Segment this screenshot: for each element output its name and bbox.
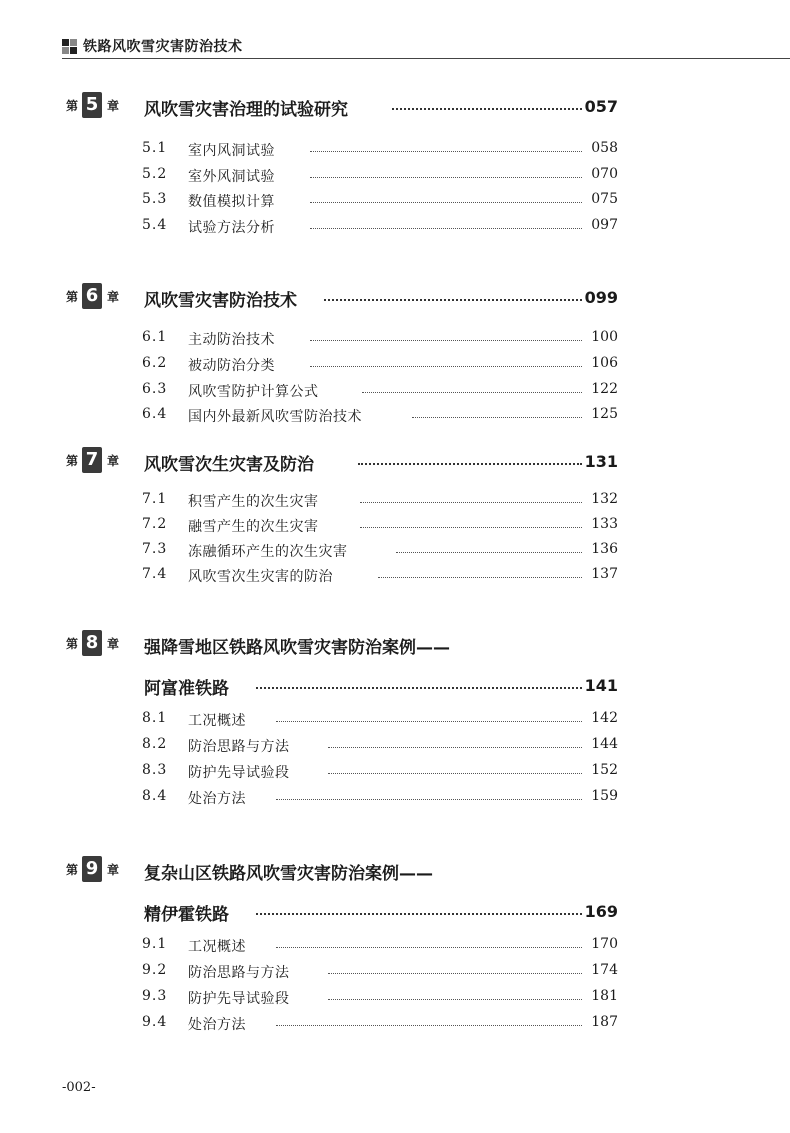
chapter-heading[interactable] — [0, 856, 790, 884]
section-entry[interactable] — [0, 936, 790, 956]
section-entry[interactable] — [0, 1014, 790, 1034]
chapter-label: 第 6 章 — [66, 283, 119, 309]
section-entry[interactable] — [0, 710, 790, 730]
section-page: 136 — [591, 541, 618, 557]
section-number: 9.2 — [142, 962, 168, 978]
section-number: 8.4 — [142, 788, 168, 804]
chapter-page: 099 — [584, 288, 618, 307]
section-number: 5.4 — [142, 217, 168, 233]
leader-dots — [378, 577, 582, 578]
section-page: 142 — [591, 710, 618, 726]
chapter-page: 141 — [584, 676, 618, 695]
leader-dots — [276, 1025, 582, 1026]
leader-dots — [256, 687, 582, 689]
section-number: 8.3 — [142, 762, 168, 778]
chapter-label: 第 9 章 — [66, 856, 119, 882]
section-page: 058 — [591, 140, 618, 156]
section-title: 防治思路与方法 — [188, 965, 290, 981]
section-title: 处治方法 — [188, 791, 246, 807]
section-title: 工况概述 — [188, 939, 246, 955]
leader-dots — [328, 999, 582, 1000]
section-number: 6.3 — [142, 381, 168, 397]
leader-dots — [310, 151, 582, 152]
chapter-number-badge: 6 — [82, 283, 102, 309]
chapter-number-badge: 5 — [82, 92, 102, 118]
leader-dots — [324, 299, 582, 301]
leader-dots — [256, 913, 582, 915]
section-entry[interactable] — [0, 217, 790, 237]
leader-dots — [310, 202, 582, 203]
chapter-label: 第 5 章 — [66, 92, 119, 118]
leader-dots — [276, 947, 582, 948]
chapter-title: 风吹雪次生灾害及防治 — [144, 455, 314, 475]
section-page: 152 — [591, 762, 618, 778]
section-number: 5.2 — [142, 166, 168, 182]
section-page: 075 — [591, 191, 618, 207]
page-number: -002- — [62, 1080, 96, 1095]
section-entry[interactable] — [0, 191, 790, 211]
chapter-page: 057 — [584, 97, 618, 116]
leader-dots — [362, 392, 582, 393]
leader-dots — [328, 747, 582, 748]
section-number: 6.4 — [142, 406, 168, 422]
leader-dots — [310, 340, 582, 341]
header-divider — [62, 58, 790, 59]
section-page: 137 — [591, 566, 618, 582]
section-page: 181 — [591, 988, 618, 1004]
section-number: 5.1 — [142, 140, 168, 156]
section-title: 室外风洞试验 — [188, 169, 275, 185]
section-title: 防护先导试验段 — [188, 765, 290, 781]
leader-dots — [412, 417, 582, 418]
chapter-heading-continued[interactable] — [0, 672, 790, 700]
chapter-title-line2: 阿富准铁路 — [144, 679, 229, 699]
section-number: 8.2 — [142, 736, 168, 752]
section-number: 9.4 — [142, 1014, 168, 1030]
chapter-title: 风吹雪灾害治理的试验研究 — [144, 100, 348, 120]
section-page: 187 — [591, 1014, 618, 1030]
section-page: 097 — [591, 217, 618, 233]
section-page: 106 — [591, 355, 618, 371]
chapter-heading[interactable] — [0, 630, 790, 658]
chapter-heading[interactable] — [0, 283, 790, 311]
section-entry[interactable] — [0, 736, 790, 756]
leader-dots — [310, 366, 582, 367]
section-page: 159 — [591, 788, 618, 804]
chapter-page: 169 — [584, 902, 618, 921]
chapter-heading[interactable] — [0, 447, 790, 475]
section-page: 133 — [591, 516, 618, 532]
section-page: 132 — [591, 491, 618, 507]
chapter-heading[interactable] — [0, 92, 790, 120]
section-entry[interactable] — [0, 566, 790, 586]
section-title: 冻融循环产生的次生灾害 — [188, 544, 348, 560]
section-entry[interactable] — [0, 762, 790, 782]
book-logo-icon — [62, 39, 77, 54]
section-page: 070 — [591, 166, 618, 182]
leader-dots — [396, 552, 582, 553]
chapter-heading-continued[interactable] — [0, 898, 790, 926]
section-page: 125 — [591, 406, 618, 422]
chapter-label: 第 8 章 — [66, 630, 119, 656]
section-entry[interactable] — [0, 140, 790, 160]
section-title: 数值模拟计算 — [188, 194, 275, 210]
section-number: 7.3 — [142, 541, 168, 557]
book-title: 铁路风吹雪灾害防治技术 — [83, 39, 243, 55]
section-title: 室内风洞试验 — [188, 143, 275, 159]
section-number: 9.3 — [142, 988, 168, 1004]
section-entry[interactable] — [0, 381, 790, 401]
chapter-number-badge: 7 — [82, 447, 102, 473]
leader-dots — [328, 773, 582, 774]
chapter-title: 强降雪地区铁路风吹雪灾害防治案例—— — [144, 638, 450, 658]
section-title: 积雪产生的次生灾害 — [188, 494, 319, 510]
leader-dots — [310, 177, 582, 178]
section-number: 6.2 — [142, 355, 168, 371]
leader-dots — [360, 527, 582, 528]
leader-dots — [360, 502, 582, 503]
section-entry[interactable] — [0, 406, 790, 426]
chapter-number-badge: 9 — [82, 856, 102, 882]
section-page: 144 — [591, 736, 618, 752]
chapter-title: 风吹雪灾害防治技术 — [144, 291, 297, 311]
section-number: 7.2 — [142, 516, 168, 532]
section-title: 试验方法分析 — [188, 220, 275, 236]
leader-dots — [276, 721, 582, 722]
section-entry[interactable] — [0, 355, 790, 375]
section-entry[interactable] — [0, 788, 790, 808]
section-number: 9.1 — [142, 936, 168, 952]
section-title: 融雪产生的次生灾害 — [188, 519, 319, 535]
section-entry[interactable] — [0, 329, 790, 349]
section-title: 被动防治分类 — [188, 358, 275, 374]
section-entry[interactable] — [0, 541, 790, 561]
chapter-label: 第 7 章 — [66, 447, 119, 473]
leader-dots — [358, 463, 582, 465]
leader-dots — [276, 799, 582, 800]
section-page: 170 — [591, 936, 618, 952]
section-title: 风吹雪防护计算公式 — [188, 384, 319, 400]
section-entry[interactable] — [0, 988, 790, 1008]
section-title: 处治方法 — [188, 1017, 246, 1033]
section-number: 5.3 — [142, 191, 168, 207]
section-title: 防护先导试验段 — [188, 991, 290, 1007]
section-page: 100 — [591, 329, 618, 345]
section-entry[interactable] — [0, 491, 790, 511]
section-number: 7.4 — [142, 566, 168, 582]
section-title: 防治思路与方法 — [188, 739, 290, 755]
leader-dots — [392, 108, 582, 110]
section-number: 8.1 — [142, 710, 168, 726]
leader-dots — [328, 973, 582, 974]
chapter-title: 复杂山区铁路风吹雪灾害防治案例—— — [144, 864, 433, 884]
section-number: 6.1 — [142, 329, 168, 345]
section-entry[interactable] — [0, 962, 790, 982]
section-number: 7.1 — [142, 491, 168, 507]
chapter-page: 131 — [584, 452, 618, 471]
section-page: 174 — [591, 962, 618, 978]
section-entry[interactable] — [0, 516, 790, 536]
chapter-number-badge: 8 — [82, 630, 102, 656]
section-page: 122 — [591, 381, 618, 397]
section-title: 主动防治技术 — [188, 332, 275, 348]
leader-dots — [310, 228, 582, 229]
section-entry[interactable] — [0, 166, 790, 186]
chapter-title-line2: 精伊霍铁路 — [144, 905, 229, 925]
section-title: 国内外最新风吹雪防治技术 — [188, 409, 362, 425]
section-title: 工况概述 — [188, 713, 246, 729]
section-title: 风吹雪次生灾害的防治 — [188, 569, 333, 585]
